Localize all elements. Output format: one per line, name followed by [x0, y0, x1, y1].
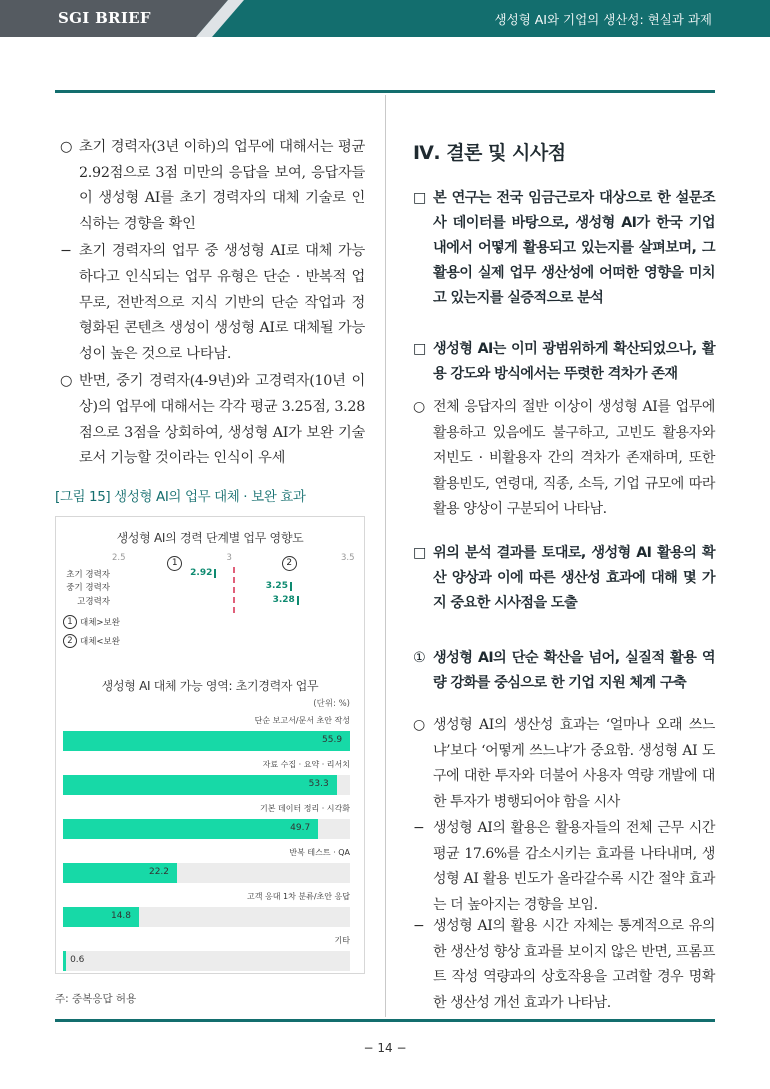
data-point — [214, 569, 216, 578]
figure-box — [55, 516, 365, 974]
bullet-marker: ○ — [413, 399, 425, 415]
box-marker: □ — [413, 545, 426, 561]
legend-text: 대체>보완 — [80, 618, 120, 628]
figure-title: [그림 15] 생성형 AI의 업무 대체 · 보완 효과 — [55, 489, 306, 505]
data-label: 2.92 — [190, 568, 213, 578]
reference-line — [233, 567, 235, 613]
bar — [63, 951, 66, 971]
bottom-rule — [55, 1019, 715, 1022]
sub-item-text: 생성형 AI의 활용 시간 자체는 통계적으로 유의한 생산성 향상 효과를 보이지 않은 반면, 프롬프트 작성 역량과의 상호작용을 고려할 경우 명확한 생산성 개선 효과가 나타남. — [433, 918, 715, 1011]
box-marker: □ — [413, 190, 426, 206]
bold-item-text: 위의 분석 결과를 토대로, 생성형 AI 활용의 확산 양상과 이에 따른 생산성 효과에 대해 몇 가지 중요한 시사점을 도출 — [433, 545, 715, 611]
bar-value-label: 53.3 — [308, 779, 329, 789]
bar-category-label: 반복 테스트 · QA — [289, 848, 350, 857]
sub-item-text: 전체 응답자의 절반 이상이 생성형 AI를 업무에 활용하고 있음에도 불구하고, 고빈도 활용자와 저빈도 · 비활용자 간의 격차가 존재하며, 또한 활용빈도, 연령대, 직종, 소득, 기업 규모에 따라 활용 양상이 구분되어 나타남. — [433, 399, 715, 517]
axis-tick-label: 3 — [226, 553, 232, 563]
chart1-title: 생성형 AI의 경력 단계별 업무 영향도 — [116, 531, 304, 545]
sub-item — [413, 816, 715, 918]
left-paragraph — [60, 239, 365, 367]
paragraph-text: 초기 경력자의 업무 중 생성형 AI로 대체 가능하다고 인식되는 업무 유형은 단순 · 반복적 업무로, 전반적으로 지식 기반의 단순 작업과 정형화된 콘텐츠 생성이 생성형 AI로 대체될 가능성이 높은 것으로 나타남. — [79, 243, 365, 362]
header-title: 생성형 AI와 기업의 생산성: 현실과 과제 — [494, 12, 712, 27]
chart2-title: 생성형 AI 대체 가능 영역: 초기경력자 업무 — [101, 679, 319, 693]
bar — [63, 775, 337, 795]
bar-track — [63, 863, 350, 883]
bar-track — [63, 819, 350, 839]
circled-number-marker: ① — [413, 650, 426, 666]
axis-tick-label: 3.5 — [341, 553, 355, 563]
sub-item — [413, 914, 715, 1016]
sub-item — [413, 395, 715, 523]
legend-number: 2 — [63, 634, 77, 648]
dash-marker: − — [413, 918, 425, 934]
figure-note: 주: 중복응답 허용 — [55, 993, 137, 1005]
dash-marker: − — [60, 243, 72, 260]
bold-item — [413, 186, 715, 311]
bold-item-text: 생성형 AI의 단순 확산을 넘어, 실질적 활용 역량 강화를 중심으로 한 기업 지원 체계 구축 — [433, 650, 715, 691]
bar — [63, 731, 350, 751]
left-paragraph — [60, 369, 365, 471]
bullet-marker: ○ — [413, 717, 425, 733]
bullet-marker: ○ — [60, 139, 73, 155]
page-number: − 14 − — [363, 1041, 407, 1055]
data-label: 3.25 — [265, 581, 288, 591]
bold-item — [413, 646, 715, 696]
bar — [63, 819, 318, 839]
bullet-marker: ○ — [60, 373, 73, 390]
bold-item — [413, 541, 715, 616]
chart2-unit: (단위: %) — [313, 699, 350, 709]
bold-item-text: 생성형 AI는 이미 광범위하게 확산되었으나, 활용 강도와 방식에서는 뚜렷한 격차가 존재 — [433, 341, 715, 382]
zone-marker: 2 — [282, 556, 297, 571]
left-column — [60, 135, 365, 472]
category-label: 고경력자 — [77, 597, 110, 607]
bar-category-label: 자료 수집 · 요약 · 리서치 — [262, 760, 350, 769]
bar-value-label: 55.9 — [322, 735, 343, 745]
dash-marker: − — [413, 820, 425, 836]
bold-item — [413, 337, 715, 387]
bar-track — [63, 951, 350, 971]
section-title: Ⅳ. 결론 및 시사점 — [413, 142, 566, 164]
box-marker: □ — [413, 341, 426, 357]
data-label: 3.28 — [272, 595, 295, 605]
bar-value-label: 49.7 — [290, 823, 311, 833]
paragraph-text: 반면, 중기 경력자(4-9년)와 고경력자(10년 이상)의 업무에 대해서는 각각 평균 3.25점, 3.28점으로 3점을 상회하여, 생성형 AI가 보완 기술로서 기능할 것이라는 인식이 우세 — [79, 373, 365, 467]
left-paragraph — [60, 135, 365, 237]
bar-category-label: 기타 — [334, 936, 350, 945]
sub-item-text: 생성형 AI의 생산성 효과는 ‘얼마나 오래 쓰느냐’보다 ‘어떻게 쓰느냐’가 중요함. 생성형 AI 도구에 대한 투자와 더불어 사용자 역량 개발에 대한 투자가 병행되어야 함을 시사 — [433, 717, 715, 810]
top-rule — [55, 90, 715, 93]
bar-value-label: 22.2 — [148, 867, 170, 877]
paragraph-text: 초기 경력자(3년 이하)의 업무에 대해서는 평균 2.92점으로 3점 미만의 응답을 보여, 응답자들이 생성형 AI를 초기 경력자의 대체 기술로 인식하는 경향을 확인 — [79, 139, 365, 232]
bar-category-label: 기본 데이터 정리 · 시각화 — [260, 804, 350, 813]
axis-tick-label: 2.5 — [112, 553, 126, 563]
legend-text: 대체<보완 — [80, 637, 120, 647]
category-label: 중기 경력자 — [66, 583, 110, 593]
category-label: 초기 경력자 — [66, 570, 110, 580]
data-point — [297, 596, 299, 605]
column-divider — [385, 95, 386, 1017]
zone-marker: 1 — [167, 556, 182, 571]
legend-number: 1 — [63, 615, 77, 629]
header-logo: SGI BRIEF — [58, 9, 151, 27]
bar-track — [63, 775, 350, 795]
legend-item — [63, 634, 120, 648]
bar-category-label: 단순 보고서/문서 초안 작성 — [254, 716, 350, 725]
bar-track — [63, 731, 350, 751]
bar-category-label: 고객 응대 1차 분류/초안 응답 — [247, 892, 350, 901]
bar-value-label: 14.8 — [110, 911, 132, 921]
data-point — [290, 582, 292, 591]
bold-item-text: 본 연구는 전국 임금근로자 대상으로 한 설문조사 데이터를 바탕으로, 생성형 AI가 한국 기업 내에서 어떻게 활용되고 있는지를 살펴보며, 그 활용이 실제 업무 생산성에 어떠한 영향을 미치고 있는지를 실증적으로 분석 — [433, 190, 715, 306]
sub-item-text: 생성형 AI의 활용은 활용자들의 전체 근무 시간 평균 17.6%를 감소시키는 효과를 나타내며, 생성형 AI 활용 빈도가 올라갈수록 시간 절약 효과는 더 높아지는 경향을 보임. — [433, 820, 715, 913]
sub-item — [413, 713, 715, 815]
bar-track — [63, 907, 350, 927]
legend-item — [63, 615, 120, 629]
bar-value-label: 0.6 — [70, 955, 85, 965]
